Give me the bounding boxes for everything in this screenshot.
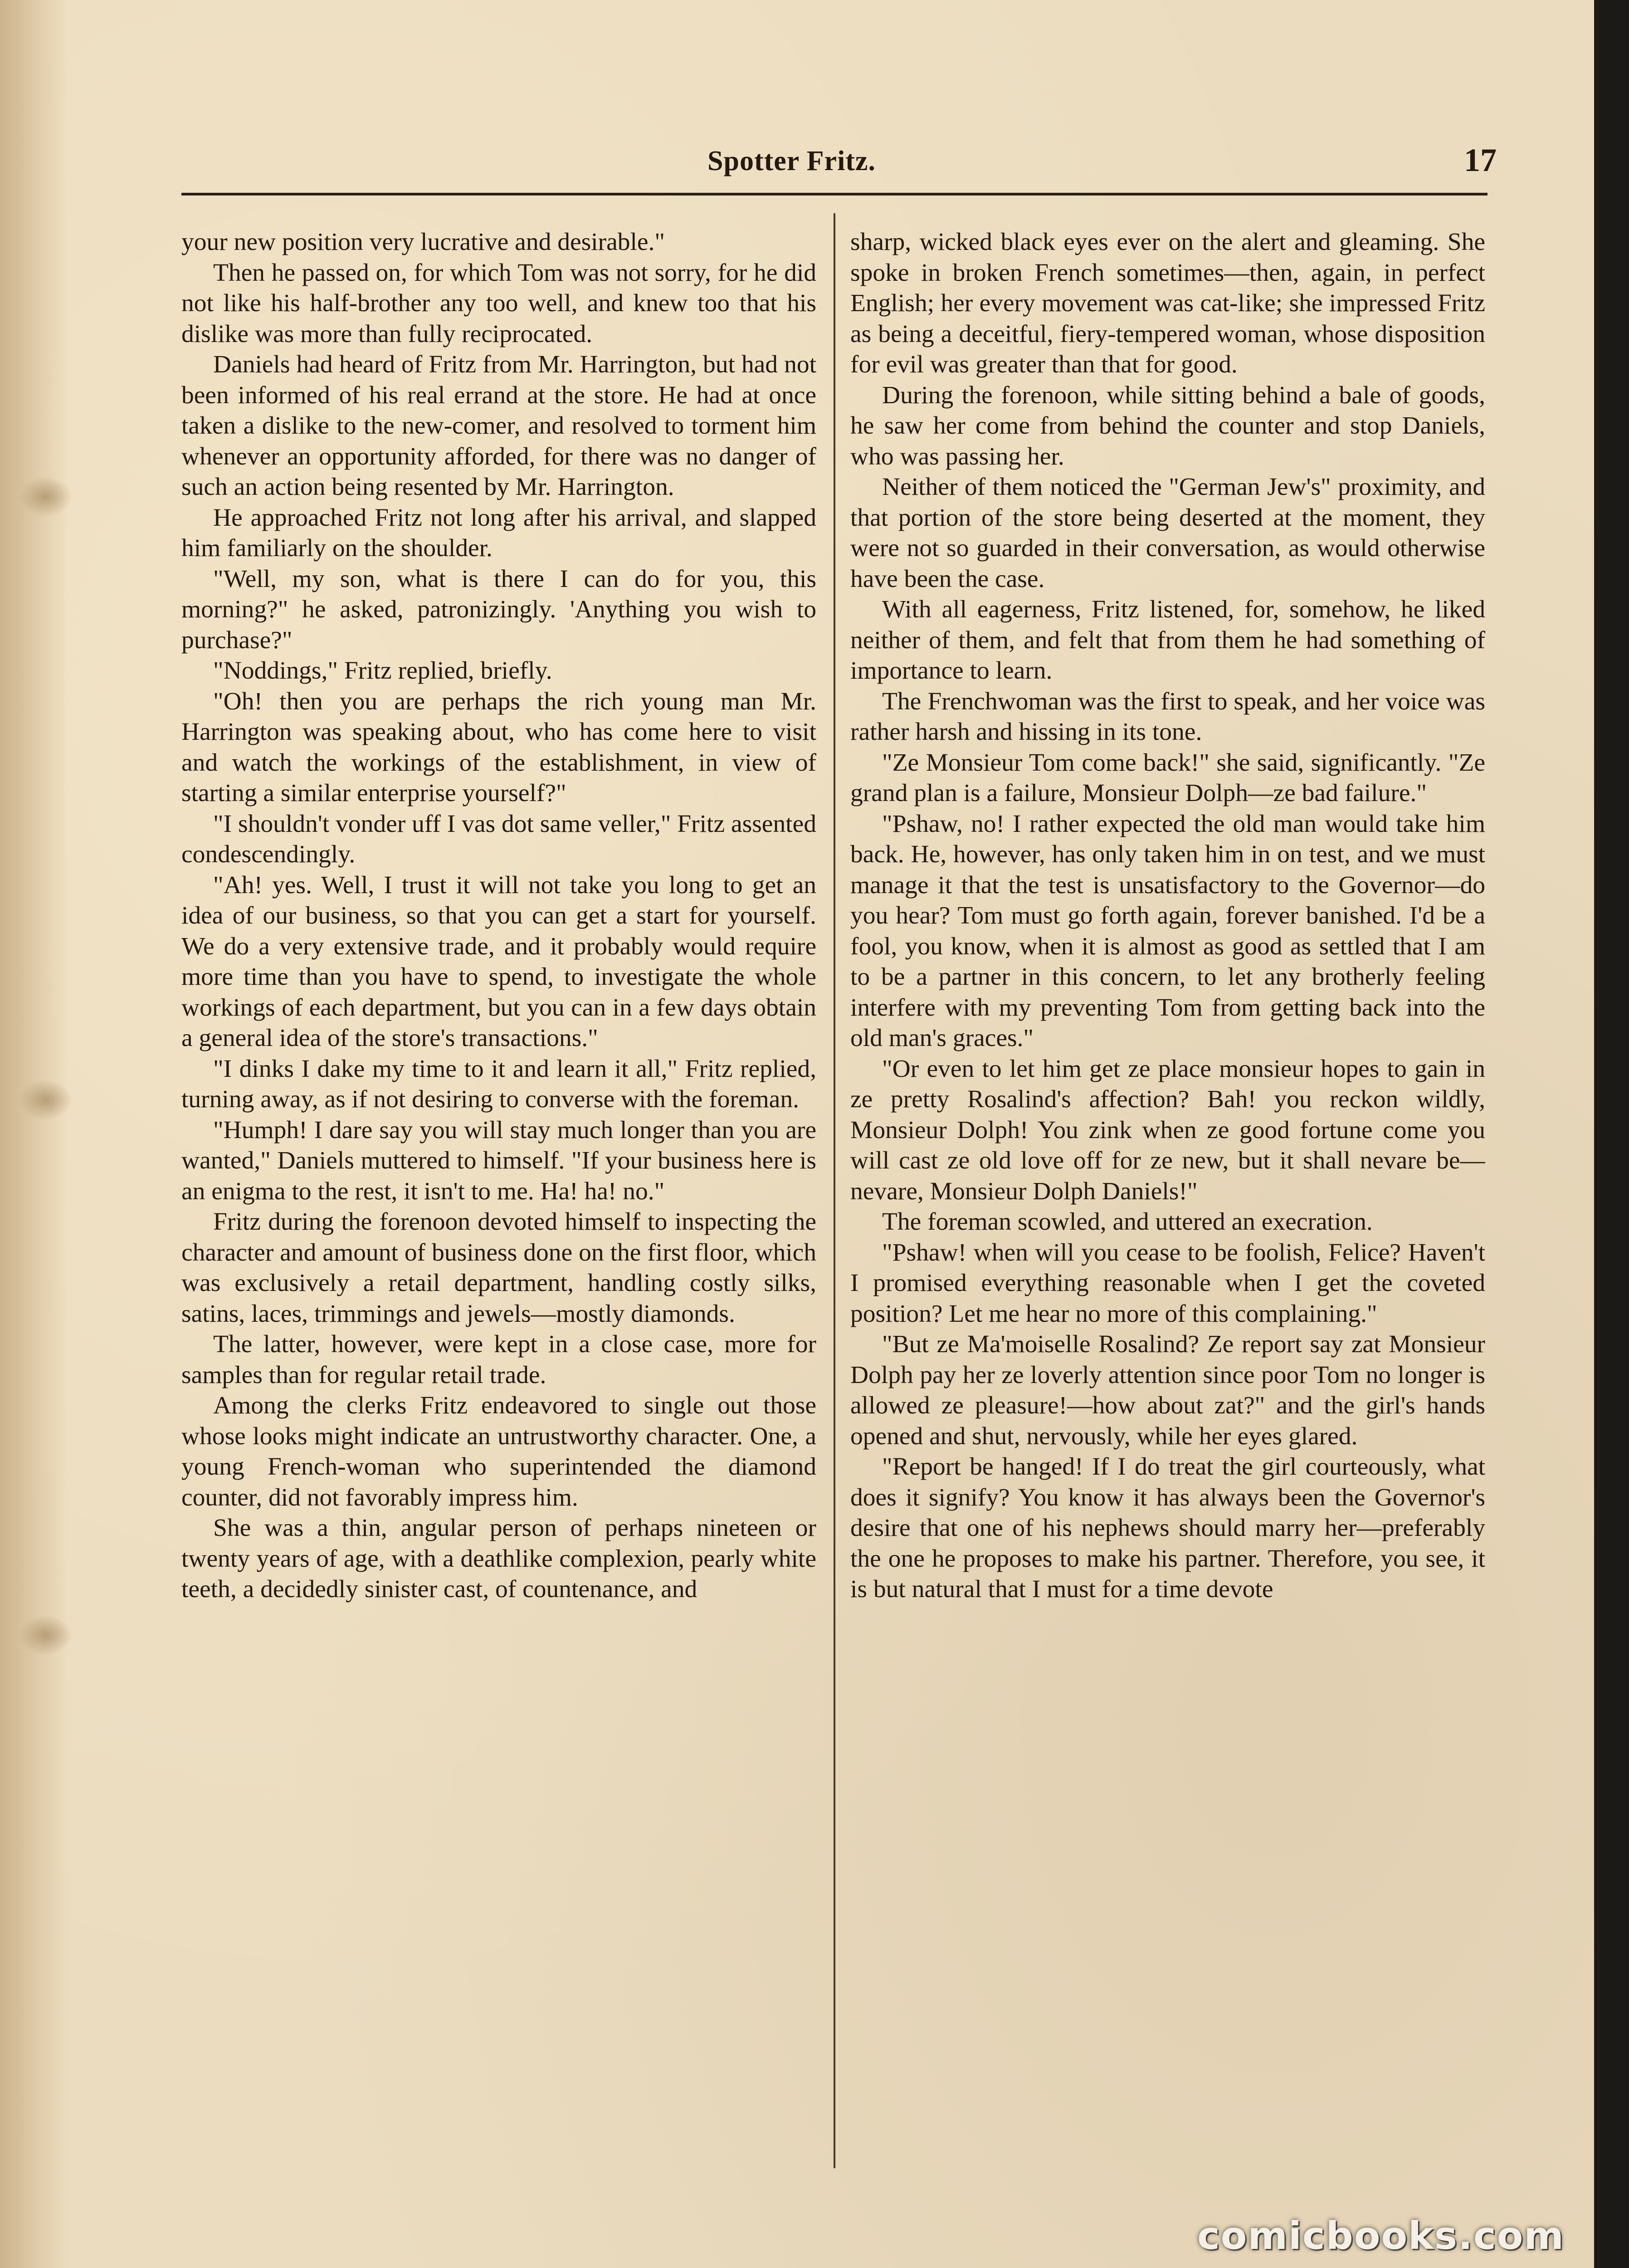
paragraph: sharp, wicked black eyes ever on the alert and gleaming. She spoke in broken French sometimes—then, again, in perfect English; her every movement was cat-like; she impressed Fritz as being a deceitful, fiery-tempered woman, whose disposition for evil was greater than that for good. bbox=[850, 228, 1485, 378]
paragraph: your new position very lucrative and desirable." bbox=[181, 228, 665, 256]
page-binding-edge bbox=[0, 0, 68, 2268]
running-header-title: Spotter Fritz. bbox=[707, 146, 876, 176]
paragraph: She was a thin, angular person of perhaps nineteen or twenty years of age, with a deathlike complexion, pearly white teeth, a decidedly sinister cast, of countenance, and bbox=[181, 1514, 816, 1603]
right-text-column bbox=[850, 227, 1485, 2177]
paragraph: The foreman scowled, and uttered an execration. bbox=[882, 1208, 1373, 1236]
paragraph: The Frenchwoman was the first to speak, and her voice was rather harsh and hissing in its tone. bbox=[850, 687, 1485, 746]
paragraph: He approached Fritz not long after his arrival, and slapped him familiarly on the shoulder. bbox=[181, 503, 816, 562]
paragraph: "Ah! yes. Well, I trust it will not take you long to get an idea of our business, so that you can get a start for yourself. We do a very extensive trade, and it probably would require more time than you have to spend, to investigate the whole workings of each department, but you can in a few days obtain a general idea of the store's transactions." bbox=[181, 871, 816, 1052]
paragraph: Daniels had heard of Fritz from Mr. Harrington, but had not been informed of his real errand at the store. He had at once taken a dislike to the new-comer, and resolved to torment him whenever an opportunity afforded, for there was no danger of such an action being resented by Mr. Harrington. bbox=[181, 351, 816, 501]
paragraph: "Humph! I dare say you will stay much longer than you are wanted," Daniels muttered to himself. "If your business here is an enigma to the rest, it isn't to me. Ha! ha! no." bbox=[181, 1116, 816, 1205]
paragraph: "But ze Ma'moiselle Rosalind? Ze report say zat Monsieur Dolph pay her ze loverly attention since poor Tom no longer is allowed ze pleasure!—how about zat?" and the girl's hands opened and shut, nervously, while her eyes glared. bbox=[850, 1330, 1485, 1450]
scan-border bbox=[1594, 0, 1629, 2268]
header-rule bbox=[181, 193, 1488, 196]
paragraph: During the forenoon, while sitting behind a bale of goods, he saw her come from behind the counter and stop Daniels, who was passing her. bbox=[850, 381, 1485, 470]
paragraph: Then he passed on, for which Tom was not sorry, for he did not like his half-brother any too well, and knew too that his dislike was more than fully reciprocated. bbox=[181, 259, 816, 348]
paragraph: Among the clerks Fritz endeavored to single out those whose looks might indicate an untrustworthy character. One, a young French-woman who superintended the diamond counter, did not favorably impress him. bbox=[181, 1392, 816, 1511]
paragraph: "I dinks I dake my time to it and learn it all," Fritz replied, turning away, as if not desiring to converse with the foreman. bbox=[181, 1055, 816, 1113]
column-divider bbox=[834, 213, 835, 2168]
page-tear-mark bbox=[18, 476, 73, 517]
paragraph: "Pshaw! when will you cease to be foolish, Felice? Haven't I promised everything reasonable when I get the coveted position? Let me hear no more of this complaining." bbox=[850, 1238, 1485, 1328]
paragraph: "Well, my son, what is there I can do for you, this morning?" he asked, patronizingly. 'Anything you wish to purchase?" bbox=[181, 565, 816, 654]
paragraph: "Pshaw, no! I rather expected the old man would take him back. He, however, has only taken him in on test, and we must manage it that the test is unsatisfactory to the Governor—do you hear? Tom must go forth again, forever banished. I'd be a fool, you know, when it is almost as good as settled that I am to be a partner in this concern, to let any brotherly feeling interfere with my preventing Tom from getting back into the old man's graces." bbox=[850, 810, 1485, 1052]
paragraph: The latter, however, were kept in a close case, more for samples than for regular retail trade. bbox=[181, 1330, 816, 1389]
left-text-column bbox=[181, 227, 816, 2177]
page-tear-mark bbox=[18, 1615, 73, 1656]
paragraph: "Noddings," Fritz replied, briefly. bbox=[213, 657, 552, 684]
paragraph: "Ze Monsieur Tom come back!" she said, significantly. "Ze grand plan is a failure, Monsieur Dolph—ze bad failure." bbox=[850, 748, 1485, 807]
paragraph: Fritz during the forenoon devoted himself to inspecting the character and amount of business done on the first floor, which was exclusively a retail department, handling costly silks, satins, laces, trimmings and jewels—mostly diamonds. bbox=[181, 1208, 816, 1328]
paragraph: "Or even to let him get ze place monsieur hopes to gain in ze pretty Rosalind's affection? Bah! you reckon wildly, Monsieur Dolph! You zink when ze good fortune come you will cast ze old love off for ze new, but it shall nevare be—nevare, Monsieur Dolph Daniels!" bbox=[850, 1055, 1485, 1205]
page-number: 17 bbox=[1464, 142, 1497, 178]
paragraph: "Report be hanged! If I do treat the girl courteously, what does it signify? You know it has always been the Governor's desire that one of his nephews should marry her—preferably the one he proposes to make his partner. Therefore, you see, it is but natural that I must for a time devote bbox=[850, 1453, 1485, 1603]
paragraph: "I shouldn't vonder uff I vas dot same veller," Fritz assented condescendingly. bbox=[181, 810, 816, 868]
paragraph: Neither of them noticed the "German Jew's" proximity, and that portion of the store being deserted at the moment, they were not so guarded in their conversation, as would otherwise have been the case. bbox=[850, 473, 1485, 593]
paragraph: With all eagerness, Fritz listened, for, somehow, he liked neither of them, and felt that from them he had something of importance to learn. bbox=[850, 596, 1485, 684]
paragraph: "Oh! then you are perhaps the rich young man Mr. Harrington was speaking about, who has come here to visit and watch the workings of the establishment, in view of starting a similar enterprise yourself?" bbox=[181, 687, 816, 807]
site-watermark: comicbooks.com bbox=[1197, 2214, 1565, 2258]
page-tear-mark bbox=[18, 1080, 73, 1120]
